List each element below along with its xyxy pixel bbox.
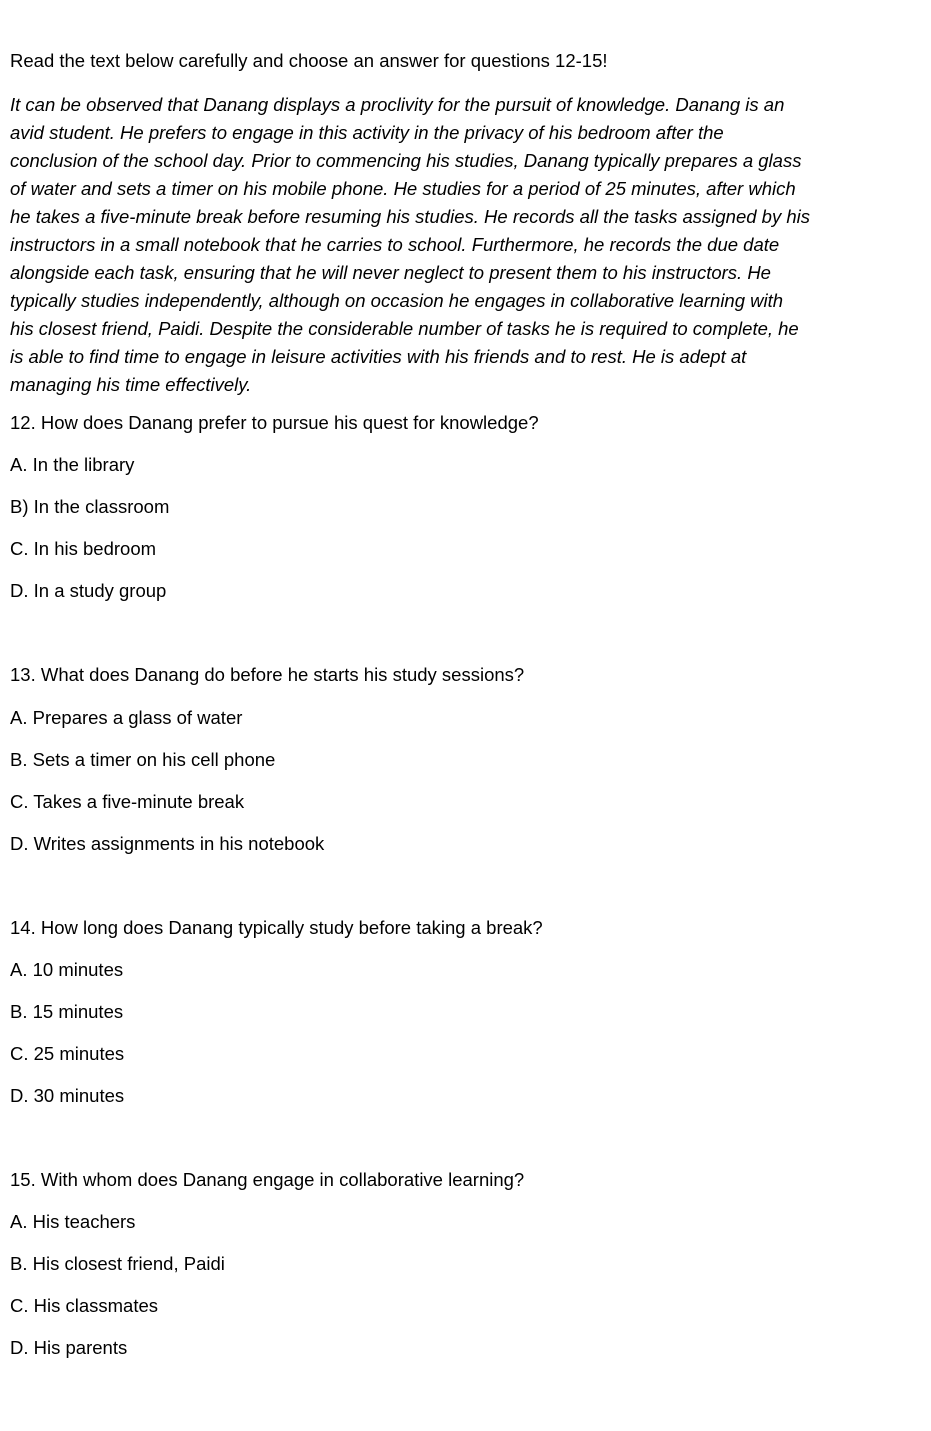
question-13-option-d: D. Writes assignments in his notebook <box>10 833 325 854</box>
question-14: 14. How long does Danang typically study before taking a break? <box>10 917 543 938</box>
question-13-option-c: C. Takes a five-minute break <box>10 791 245 812</box>
question-12-option-a: A. In the library <box>10 454 135 475</box>
instruction-text: Read the text below carefully and choose an answer for questions 12-15! <box>10 50 608 71</box>
passage-line: conclusion of the school day. Prior to commencing his studies, Danang typically prepares a glass <box>10 150 802 171</box>
question-15-option-c: C. His classmates <box>10 1295 159 1316</box>
question-13: 13. What does Danang do before he starts his study sessions? <box>10 664 525 685</box>
question-12-option-b: B) In the classroom <box>10 496 170 517</box>
question-13-option-a: A. Prepares a glass of water <box>10 707 243 728</box>
question-15-option-a: A. His teachers <box>10 1211 136 1232</box>
question-15-option-b: B. His closest friend, Paidi <box>10 1253 225 1274</box>
passage-line: typically studies independently, although on occasion he engages in collaborative learning with <box>10 290 784 311</box>
passage-line: managing his time effectively. <box>10 374 252 395</box>
question-15-option-d: D. His parents <box>10 1337 128 1358</box>
passage-line: avid student. He prefers to engage in this activity in the privacy of his bedroom after the <box>10 122 724 143</box>
question-13-option-b: B. Sets a timer on his cell phone <box>10 749 276 770</box>
passage-line: It can be observed that Danang displays a proclivity for the pursuit of knowledge. Danang is an <box>10 94 785 115</box>
passage-line: his closest friend, Paidi. Despite the considerable number of tasks he is required to complete, he <box>10 318 799 339</box>
passage-line: is able to find time to engage in leisure activities with his friends and to rest. He is adept at <box>10 346 747 367</box>
passage-line: of water and sets a timer on his mobile phone. He studies for a period of 25 minutes, after which <box>10 178 796 199</box>
question-14-option-a: A. 10 minutes <box>10 959 124 980</box>
passage-line: alongside each task, ensuring that he will never neglect to present them to his instructors. He <box>10 262 771 283</box>
passage-line: instructors in a small notebook that he carries to school. Furthermore, he records the due date <box>10 234 780 255</box>
question-12: 12. How does Danang prefer to pursue his quest for knowledge? <box>10 412 539 433</box>
question-14-option-c: C. 25 minutes <box>10 1043 125 1064</box>
passage-line: he takes a five-minute break before resuming his studies. He records all the tasks assigned by his <box>10 206 811 227</box>
question-14-option-d: D. 30 minutes <box>10 1085 125 1106</box>
question-12-option-c: C. In his bedroom <box>10 538 157 559</box>
reading-passage <box>10 91 850 399</box>
question-14-option-b: B. 15 minutes <box>10 1001 124 1022</box>
question-12-option-d: D. In a study group <box>10 580 167 601</box>
question-15: 15. With whom does Danang engage in collaborative learning? <box>10 1169 525 1190</box>
